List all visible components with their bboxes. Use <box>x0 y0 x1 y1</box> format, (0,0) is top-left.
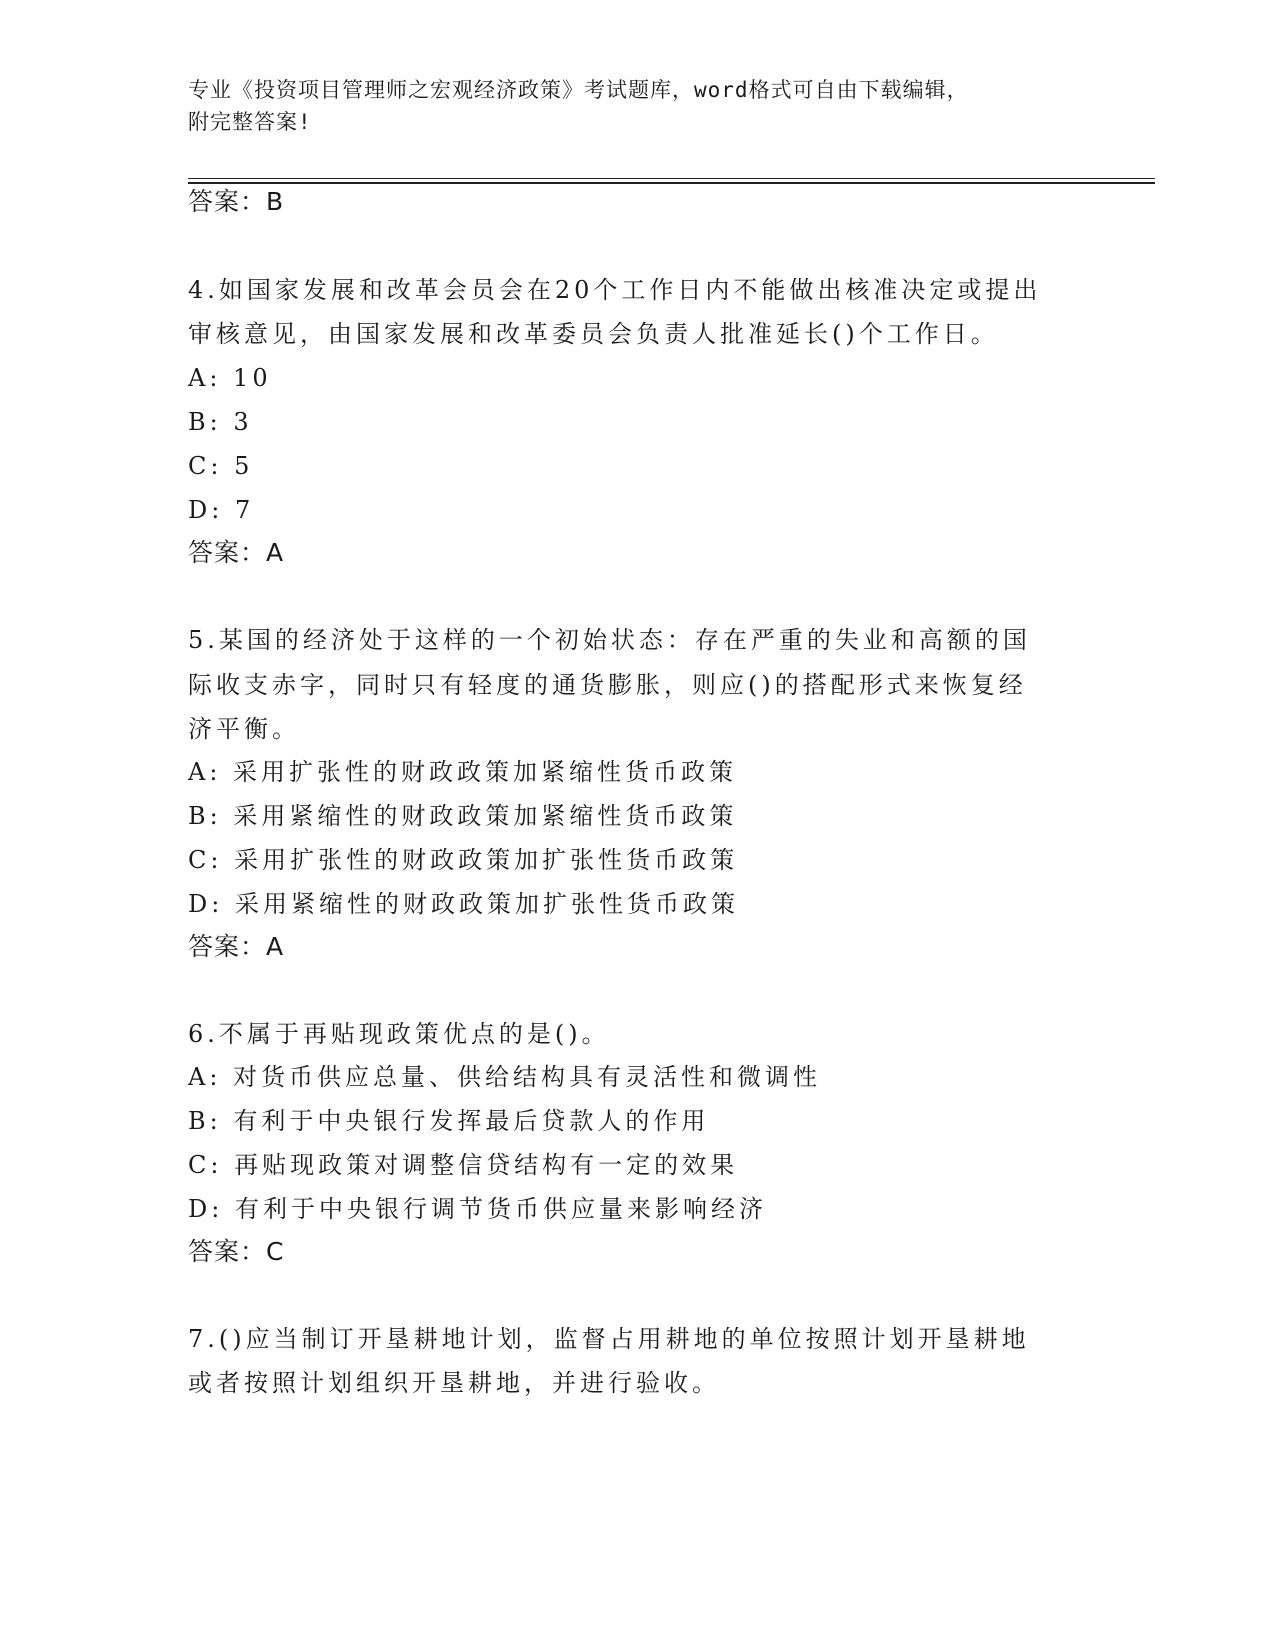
question-5-option-c: C: 采用扩张性的财政政策加扩张性货币政策 <box>188 846 739 874</box>
answer-q3: 答案：B <box>188 187 285 216</box>
question-6-option-d: D: 有利于中央银行调节货币供应量来影响经济 <box>188 1195 767 1223</box>
header-divider-thin <box>188 178 1155 179</box>
question-5-stem-line-1: 5.某国的经济处于这样的一个初始状态：存在严重的失业和高额的国 <box>188 626 1031 654</box>
question-5-option-d: D: 采用紧缩性的财政政策加扩张性货币政策 <box>188 890 739 918</box>
question-4-option-b: B: 3 <box>188 408 253 436</box>
question-6-option-a: A: 对货币供应总量、供给结构具有灵活性和微调性 <box>188 1063 822 1091</box>
header-divider-thick <box>188 182 1155 184</box>
header-line-2: 附完整答案! <box>188 110 312 134</box>
question-6-option-c: C: 再贴现政策对调整信贷结构有一定的效果 <box>188 1151 739 1179</box>
question-4-option-d: D: 7 <box>188 496 255 524</box>
question-6-stem-line-1: 6.不属于再贴现政策优点的是()。 <box>188 1020 610 1048</box>
answer-q5: 答案：A <box>188 932 285 961</box>
document-header <box>188 74 1088 138</box>
answer-q4: 答案：A <box>188 538 285 567</box>
question-4-stem-line-1: 4.如国家发展和改革会员会在20个工作日内不能做出核准决定或提出 <box>188 276 1042 304</box>
question-4-option-a: A: 10 <box>188 364 272 392</box>
header-line-1: 专业《投资项目管理师之宏观经济政策》考试题库，word格式可自由下载编辑， <box>188 78 969 102</box>
question-7-stem-line-2: 或者按照计划组织开垦耕地，并进行验收。 <box>188 1369 720 1397</box>
question-6-option-b: B: 有利于中央银行发挥最后贷款人的作用 <box>188 1107 710 1135</box>
question-5-option-b: B: 采用紧缩性的财政政策加紧缩性货币政策 <box>188 802 738 830</box>
question-7-stem-line-1: 7.()应当制订开垦耕地计划，监督占用耕地的单位按照计划开垦耕地 <box>188 1325 1030 1353</box>
question-5-option-a: A: 采用扩张性的财政政策加紧缩性货币政策 <box>188 758 738 786</box>
question-4-option-c: C: 5 <box>188 452 254 480</box>
question-5-stem-line-3: 济平衡。 <box>188 715 300 743</box>
question-4-stem-line-2: 审核意见，由国家发展和改革委员会负责人批准延长()个工作日。 <box>188 320 999 348</box>
question-5-stem-line-2: 际收支赤字，同时只有轻度的通货膨胀，则应()的搭配形式来恢复经 <box>188 671 1027 699</box>
answer-q6: 答案：C <box>188 1237 285 1266</box>
